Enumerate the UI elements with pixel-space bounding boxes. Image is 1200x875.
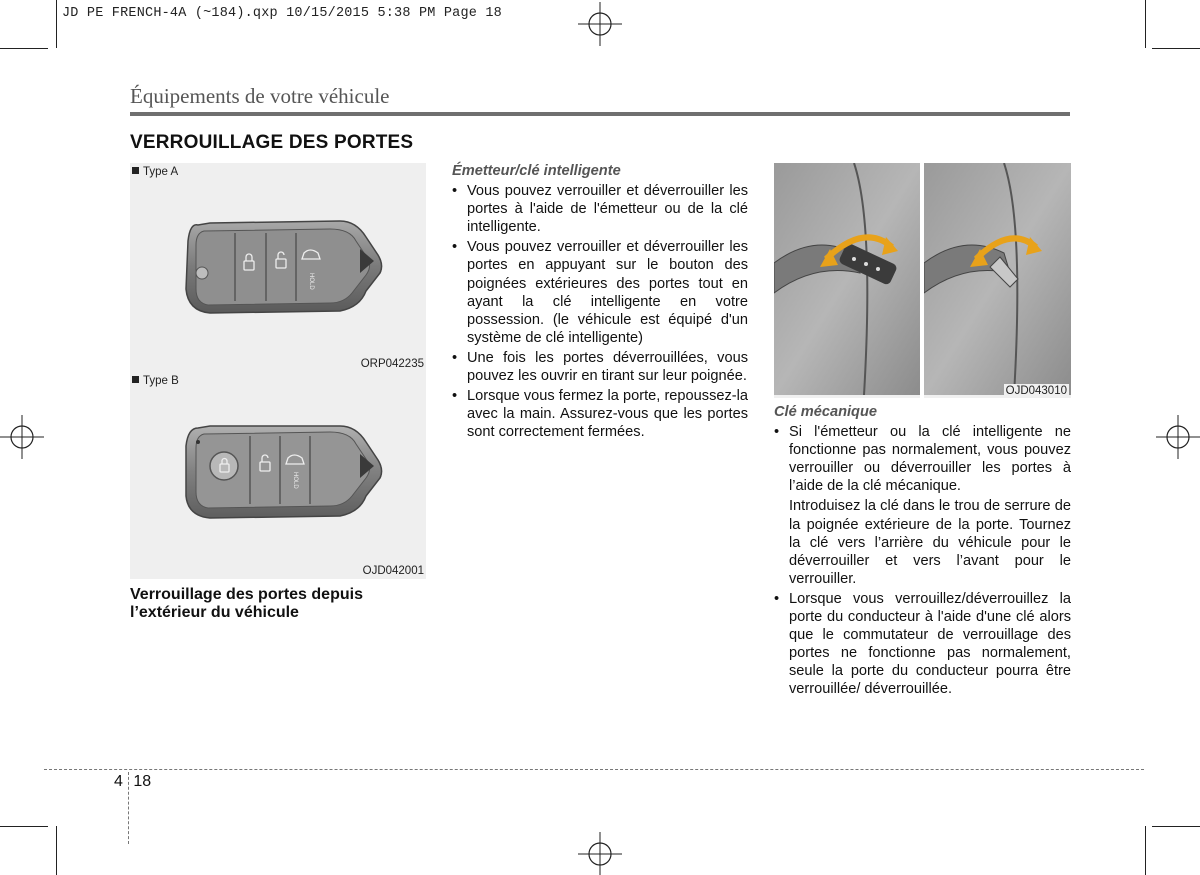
bullet-square-icon: [132, 376, 139, 383]
bullet-square-icon: [132, 167, 139, 174]
figure-label: [132, 166, 178, 178]
smart-key-type-a-illustration: [180, 211, 390, 321]
figure-code: ORP042235: [360, 358, 424, 370]
list-item: • Lorsque vous verrouillez/déverrouillez la porte du conducteur à l'aide d'une clé alors que le commutateur de verrouillage des portes ne fonctionne pas normalement, seule la porte du conducteur pourra être verrouillée/ déverrouillée.: [774, 590, 1071, 699]
page-number-value: 18: [133, 773, 152, 790]
header-rule: [130, 112, 1070, 116]
figure-label: [132, 375, 179, 387]
registration-mark-right: [1156, 415, 1200, 459]
column-smart-key: [452, 162, 748, 443]
crop-mark: [1145, 0, 1146, 48]
crop-mark: [0, 48, 48, 49]
print-header: JD PE FRENCH-4A (~184).qxp 10/15/2015 5:38 PM Page 18: [62, 6, 502, 21]
column-mechanical-key: [774, 403, 1071, 701]
column-title: Clé mécanique: [774, 404, 878, 420]
door-handle-illustration: [774, 163, 1071, 398]
page-number-separator: [128, 772, 130, 844]
crop-mark: [1152, 826, 1200, 827]
paragraph: Introduisez la clé dans le trou de serrure de la poignée extérieure de la porte. Tournez la clé vers l’arrière du véhicule pour le déverrouiller et vers l’avant pour le verrouiller.: [789, 498, 1071, 587]
figure-type-b: [130, 372, 426, 579]
crop-mark: [0, 826, 48, 827]
svg-text:HOLD: HOLD: [308, 273, 314, 290]
crop-mark: [56, 0, 57, 48]
list-item: • Lorsque vous fermez la porte, repoussez-la avec la main. Assurez-vous que les portes sont correctement fermées.: [452, 387, 748, 441]
section-title: Équipements de votre véhicule: [130, 84, 390, 108]
list-item: • Si l'émetteur ou la clé intelligente ne fonctionne pas normalement, vous pouvez verrouiller ou déverrouiller les portes à l’aide de la clé mécanique.: [774, 423, 1071, 495]
page-number: [114, 773, 151, 791]
main-heading: VERROUILLAGE DES PORTES: [130, 132, 414, 153]
subheading-exterior-locking: Verrouillage des portes depuis l’extérieur du véhicule: [130, 586, 363, 621]
chapter-number: 4: [114, 773, 123, 790]
figure-label-text: Type A: [143, 166, 179, 178]
svg-text:HOLD: HOLD: [292, 472, 298, 489]
figure-door-handle: [774, 163, 1071, 398]
crop-mark: [56, 826, 57, 875]
list-item: • Vous pouvez verrouiller et déverrouiller les portes à l'aide de l'émetteur ou de la clé intelligente.: [452, 182, 748, 236]
figure-code: OJD042001: [362, 565, 424, 577]
crop-mark: [1152, 48, 1200, 49]
registration-mark-left: [0, 415, 44, 459]
smart-key-type-b-illustration: [180, 416, 390, 526]
registration-mark-top: [578, 2, 622, 46]
figure-type-a: [130, 163, 426, 372]
column-title: Émetteur/clé intelligente: [452, 163, 621, 179]
crop-mark: [1145, 826, 1146, 875]
registration-mark-bottom: [578, 832, 622, 875]
footer-rule: [44, 769, 1144, 770]
figure-label-text: Type B: [143, 375, 179, 387]
list-item: • Vous pouvez verrouiller et déverrouiller les portes en appuyant sur le bouton des poignées extérieures des portes tout en ayant la clé intelligente en votre possession. (le véhicule est équipé d'un système de clé intelligente): [452, 238, 748, 347]
list-item: • Une fois les portes déverrouillées, vous pouvez les ouvrir en tirant sur leur poignée.: [452, 349, 748, 385]
figure-code: OJD043010: [1005, 385, 1067, 397]
